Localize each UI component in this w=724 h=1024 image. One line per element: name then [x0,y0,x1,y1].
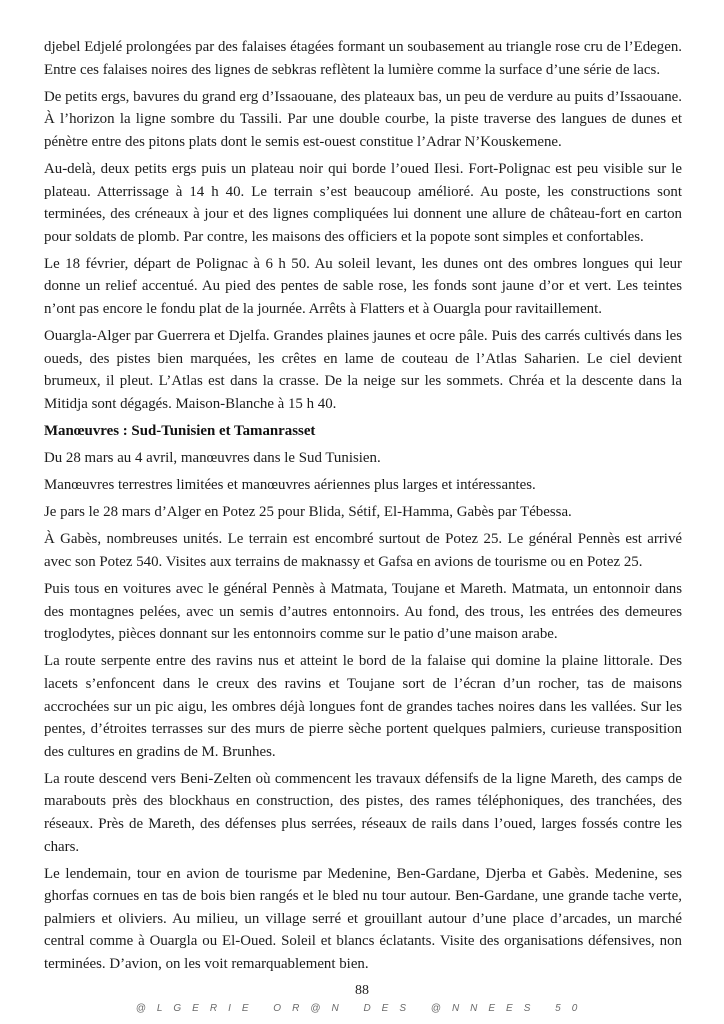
paragraph: Je pars le 28 mars d’Alger en Potez 25 pour Blida, Sétif, El-Hamma, Gabès par Tébessa. [44,504,572,521]
running-footer: @LGERIE OR@N DES @NNEES 50 [135,1003,589,1014]
paragraph: Du 28 mars au 4 avril, manœuvres dans le Sud Tunisien. [44,450,381,467]
paragraph: La route serpente entre des ravins nus et atteint le bord de la falaise qui domine la plaine littorale. Des lacets s’enfoncent dans le creux des ravins et Toujane sort de l’écran d’un rocher, tas de maisons accrochées sur un pic aigu, les ombres déjà longues font de grandes taches noires dans les vallées. Sur les pentes, d’étroites terrasses sur des murs de pierre sèche portent quelques palmiers, curieuse transposition des cultures en gradins de M. Brunhes. [44,653,682,760]
paragraph: De petits ergs, bavures du grand erg d’Issaouane, des plateaux bas, un peu de verdure au puits d’Issaouane. À l’horizon la ligne sombre du Tassili. Par une double courbe, la piste traverse des langues de dunes et pénètre entre des pitons plats dont le semis est-ouest constitue l’Adrar N’Kouskemene. [44,88,682,150]
section-heading: Manœuvres : Sud-Tunisien et Tamanrasset [44,423,316,439]
page-body [44,36,682,980]
paragraph: Manœuvres terrestres limitées et manœuvres aériennes plus larges et intéressantes. [44,477,536,494]
paragraph: Puis tous en voitures avec le général Pennès à Matmata, Toujane et Mareth. Matmata, un entonnoir dans des montagnes pelées, avec un semis d’autres entonnoirs. Au fond, des trous, les entrées des demeures troglodytes, pièces donnant sur les entonnoirs comme sur le patio d’une maison arabe. [44,581,682,643]
paragraph: À Gabès, nombreuses unités. Le terrain est encombré surtout de Potez 25. Le général Pennès est arrivé avec son Potez 540. Visites aux terrains de maknassy et Gafsa en avions de tourisme ou en Potez 25. [44,531,682,570]
paragraph: La route descend vers Beni-Zelten où commencent les travaux défensifs de la ligne Mareth, des camps de marabouts près des blockhaus en construction, des pistes, des rames téléphoniques, des tranchées, des réseaux. Près de Mareth, des défenses plus serrées, réseaux de rails dans l’oued, larges fossés contre les chars. [44,770,682,855]
paragraph: Le 18 février, départ de Polignac à 6 h 50. Au soleil levant, les dunes ont des ombres longues qui leur donne un relief accentué. Au pied des pentes de sable rose, les fonds sont jaune d’or et vert. Les teintes n’ont pas encore le fondu plat de la journée. Arrêts à Flatters et à Ouargla pour ravitaillement. [44,255,682,318]
paragraph: Le lendemain, tour en avion de tourisme par Medenine, Ben-Gardane, Djerba et Gabès. Medenine, ses ghorfas cornues en tas de bois bien rangés et le bled nu tour autour. Ben-Gardane, une grande tache verte, palmiers et oliviers. Au milieu, un village serré et grouillant autour d’une place d’arcades, un marché central comme à Ouargla ou El-Oued. Soleil et blancs éclatants. Visite des organisations défensives, non terminées. D’avion, on les voit remarquablement bien. [44,865,682,973]
page-number: 88 [355,983,369,998]
paragraph: Ouargla-Alger par Guerrera et Djelfa. Grandes plaines jaunes et ocre pâle. Puis des carrés cultivés dans les oueds, des pistes bien marquées, les crêtes en lame de couteau de l’Atlas Saharien. Le ciel devient brumeux, il pleut. L’Atlas est dans la crasse. De la neige sur les sommets. Chréa et la descente dans la Mitidja sont dégagés. Maison-Blanche à 15 h 40. [44,328,682,412]
paragraph: Au-delà, deux petits ergs puis un plateau noir qui borde l’oued Ilesi. Fort-Polignac est peu visible sur le plateau. Atterrissage à 14 h 40. Le terrain s’est beaucoup amélioré. Au poste, les constructions sont terminées, des créneaux à jour et des lignes compliquées lui donnent une allure de château-fort en carton pour soldats de plomb. Par contre, les maisons des officiers et la popote sont simples et confortables. [44,160,682,245]
paragraph: djebel Edjelé prolongées par des falaises étagées formant un soubasement au triangle rose cru de l’Edegen. Entre ces falaises noires des lignes de sebkras reflètent la lumière comme la surface d’une série de lacs. [44,39,682,78]
